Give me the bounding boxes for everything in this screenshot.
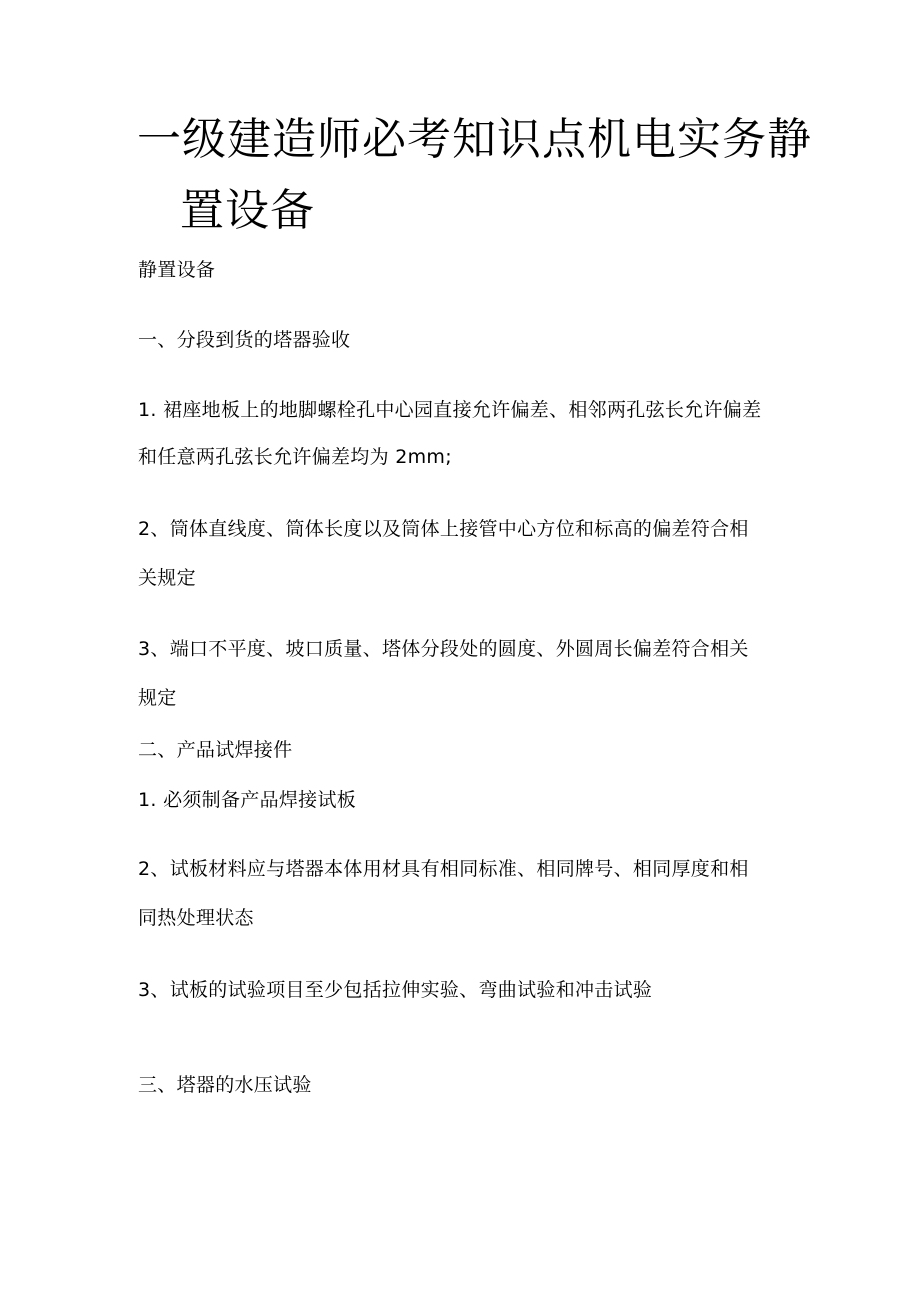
section-heading-1: 一、分段到货的塔器验收 — [138, 329, 351, 351]
document-subtitle: 静置设备 — [138, 259, 216, 281]
section-1-item-3-line-1: 3、端口不平度、坡口质量、塔体分段处的圆度、外圆周长偏差符合相关 — [138, 638, 749, 660]
section-2-item-3-line-1: 3、试板的试验项目至少包括拉伸实验、弯曲试验和冲击试验 — [138, 979, 653, 1001]
page-title-line-1: 一级建造师必考知识点机电实务静 — [137, 114, 812, 165]
section-heading-3: 三、塔器的水压试验 — [138, 1074, 312, 1096]
section-1-item-1-line-2: 和任意两孔弦长允许偏差均为 2mm; — [138, 446, 452, 468]
section-2-item-1-line-1: 1. 必须制备产品焊接试板 — [138, 789, 357, 811]
section-1-item-3-line-2: 规定 — [138, 687, 177, 709]
section-2-item-2-line-1: 2、试板材料应与塔器本体用材具有相同标准、相同牌号、相同厚度和相 — [138, 858, 749, 880]
section-1-item-2-line-2: 关规定 — [138, 567, 196, 589]
section-heading-2: 二、产品试焊接件 — [138, 739, 293, 761]
page-title-line-2: 置设备 — [180, 185, 315, 236]
section-2-item-2-line-2: 同热处理状态 — [138, 907, 254, 929]
section-1-item-1-line-1: 1. 裙座地板上的地脚螺栓孔中心园直接允许偏差、相邻两孔弦长允许偏差 — [138, 399, 762, 421]
section-1-item-2-line-1: 2、筒体直线度、筒体长度以及筒体上接管中心方位和标高的偏差符合相 — [138, 518, 749, 540]
